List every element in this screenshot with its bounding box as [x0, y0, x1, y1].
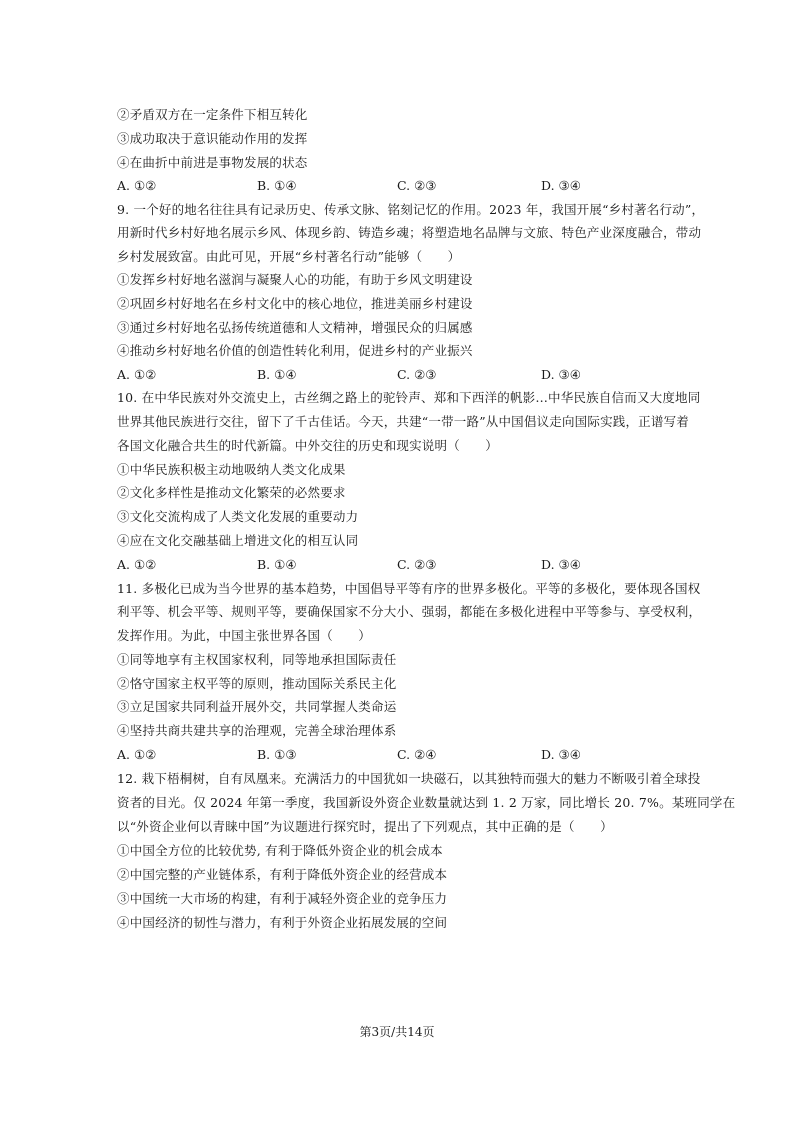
q10-item-1: ①中华民族积极主动地吸纳人类文化成果	[117, 462, 346, 477]
q10-option-c: C. ②③	[397, 557, 437, 572]
q12-stem-line-2: 资者的目光。仅 2024 年第一季度，我国新设外资企业数量就达到 1. 2 万家，同比增长 20. 7%。某班同学在	[117, 795, 736, 810]
q8-option-c: C. ②③	[397, 178, 437, 193]
q10-item-2: ②文化多样性是推动文化繁荣的必然要求	[117, 485, 346, 500]
q9-option-a: A. ①②	[117, 367, 157, 382]
q9-option-d: D. ③④	[541, 367, 581, 382]
q9-item-1: ①发挥乡村好地名滋润与凝聚人心的功能，有助于乡风文明建设	[117, 272, 473, 287]
q11-option-d: D. ③④	[541, 747, 581, 762]
q10-stem-line-3: 各国文化融合共生的时代新篇。中外交往的历史和现实说明（ ）	[117, 438, 499, 453]
q11-stem-line-3: 发挥作用。为此，中国主张世界各国（ ）	[117, 628, 372, 643]
q11-item-2: ②恪守国家主权平等的原则，推动国际关系民主化	[117, 676, 397, 691]
q11-option-a: A. ①②	[117, 747, 157, 762]
q9-stem-line-3: 乡村发展致富。由此可见，开展“乡村著名行动”能够（ ）	[117, 249, 461, 264]
q9-item-4: ④推动乡村好地名价值的创造性转化利用，促进乡村的产业振兴	[117, 343, 473, 358]
q9-item-2: ②巩固乡村好地名在乡村文化中的核心地位，推进美丽乡村建设	[117, 296, 473, 311]
q9-stem-line-1: 9. 一个好的地名往往具有记录历史、传承文脉、铭刻记忆的作用。2023 年，我国开展“乡村著名行动”，	[117, 202, 705, 217]
q8-options	[117, 178, 687, 194]
q12-stem-line-1: 12. 栽下梧桐树，自有凤凰来。充满活力的中国犹如一块磁石，以其独特而强大的魅力不断吸引着全球投	[117, 771, 701, 786]
q12-stem-line-3: 以“外资企业何以青睐中国”为议题进行探究时，提出了下列观点，其中正确的是（ ）	[117, 819, 613, 834]
q11-option-b: B. ①③	[257, 747, 297, 762]
q10-option-d: D. ③④	[541, 557, 581, 572]
q11-item-1: ①同等地享有主权国家权利，同等地承担国际责任	[117, 652, 397, 667]
q10-stem-line-2: 世界其他民族进行交往，留下了千古佳话。今天，共建“一带一路”从中国倡议走向国际实践，正谱写着	[117, 414, 689, 429]
q9-options	[117, 367, 687, 383]
q11-stem-line-1: 11. 多极化已成为当今世界的基本趋势，中国倡导平等有序的世界多极化。平等的多极化，要体现各国权	[117, 581, 701, 596]
q11-options	[117, 747, 687, 763]
q10-option-a: A. ①②	[117, 557, 157, 572]
q12-item-1: ①中国全方位的比较优势, 有利于降低外资企业的机会成本	[117, 843, 443, 858]
q10-options	[117, 557, 687, 573]
q9-option-c: C. ②③	[397, 367, 437, 382]
q9-stem-line-2: 用新时代乡村好地名展示乡风、体现乡韵、铸造乡魂；将塑造地名品牌与文旅、特色产业深度融合，带动	[117, 225, 702, 240]
q9-option-b: B. ①④	[257, 367, 297, 382]
q11-item-3: ③立足国家共同利益开展外交，共同掌握人类命运	[117, 699, 397, 714]
q8-item-4: ④在曲折中前进是事物发展的状态	[117, 155, 308, 170]
q10-stem-line-1: 10. 在中华民族对外交流史上，古丝绸之路上的驼铃声、郑和下西洋的帆影…中华民族自信而又大度地同	[117, 390, 701, 405]
page-number: 第3页/共14页	[359, 1025, 435, 1039]
q11-option-c: C. ②④	[397, 747, 437, 762]
q11-stem-line-2: 利平等、机会平等、规则平等，要确保国家不分大小、强弱，都能在多极化进程中平等参与、享受权利，	[117, 604, 702, 619]
q8-option-a: A. ①②	[117, 178, 157, 193]
q8-option-b: B. ①④	[257, 178, 297, 193]
q12-item-3: ③中国统一大市场的构建，有利于减轻外资企业的竞争压力	[117, 891, 448, 906]
q9-item-3: ③通过乡村好地名弘扬传统道德和人文精神，增强民众的归属感	[117, 320, 473, 335]
q8-item-2: ②矛盾双方在一定条件下相互转化	[117, 107, 308, 122]
q12-item-2: ②中国完整的产业链体系，有利于降低外资企业的经营成本	[117, 867, 448, 882]
q8-item-3: ③成功取决于意识能动作用的发挥	[117, 131, 308, 146]
q11-item-4: ④坚持共商共建共享的治理观，完善全球治理体系	[117, 723, 397, 738]
q8-option-d: D. ③④	[541, 178, 581, 193]
q10-option-b: B. ①④	[257, 557, 297, 572]
q10-item-4: ④应在文化交融基础上增进文化的相互认同	[117, 533, 359, 548]
q10-item-3: ③文化交流构成了人类文化发展的重要动力	[117, 509, 359, 524]
q12-item-4: ④中国经济的韧性与潜力，有利于外资企业拓展发展的空间	[117, 915, 448, 930]
